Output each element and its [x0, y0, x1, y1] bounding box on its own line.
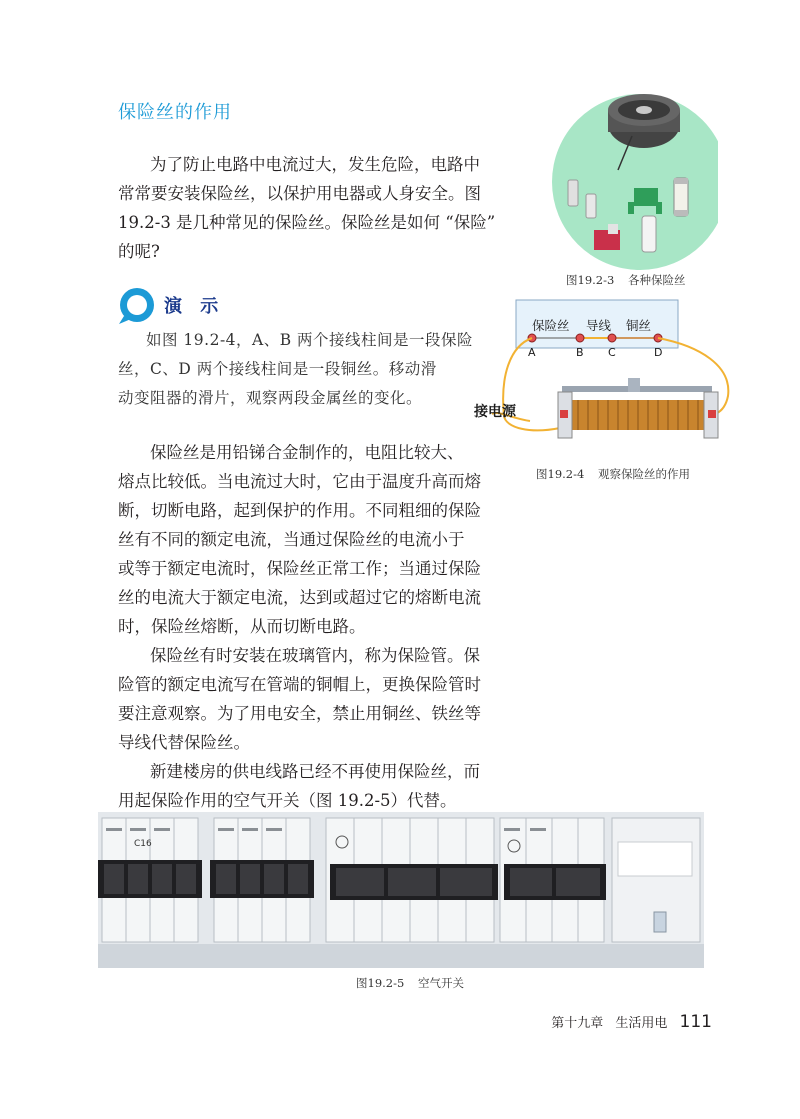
- breaker-panel: [98, 812, 704, 968]
- text-line: 19.2-3 是几种常见的保险丝。保险丝是如何 “保险”: [118, 213, 496, 232]
- text-line: 险管的额定电流写在管端的铜帽上，更换保险管时: [118, 675, 481, 694]
- power-label: 接电源: [474, 404, 516, 420]
- page-number: 111: [679, 1012, 712, 1032]
- caption-number: 图19.2-5: [356, 976, 405, 990]
- figure-fuses: [548, 84, 718, 274]
- text-line: 导线代替保险丝。: [118, 733, 250, 752]
- demo-label: 演 示: [164, 296, 225, 317]
- text-line: 用起保险作用的空气开关（图 19.2-5）代替。: [118, 791, 457, 810]
- chapter-title: 生活用电: [615, 1016, 668, 1031]
- chapter-number: 第十九章: [551, 1016, 604, 1031]
- section-title: 保险丝的作用: [118, 102, 232, 123]
- text-line: 丝，C、D 两个接线柱间是一段铜丝。移动滑: [118, 360, 437, 378]
- intro-paragraph: [118, 150, 518, 266]
- caption-number: 图19.2-3: [566, 273, 615, 287]
- label-copper: 铜丝: [626, 318, 652, 333]
- text-line: 如图 19.2-4，A、B 两个接线柱间是一段保险: [146, 331, 474, 349]
- terminal-d: D: [654, 346, 663, 359]
- caption-text: 空气开关: [417, 976, 464, 990]
- text-line: 丝有不同的额定电流，当通过保险丝的电流小于: [118, 530, 465, 549]
- figure-caption: [356, 975, 464, 991]
- label-wire: 导线: [586, 318, 612, 333]
- page-footer: [551, 1012, 712, 1032]
- terminal-b: B: [576, 346, 584, 359]
- figure-caption: [536, 466, 690, 482]
- text-line: 丝的电流大于额定电流，达到或超过它的熔断电流: [118, 588, 481, 607]
- demo-speech-icon: [116, 286, 158, 326]
- text-line: 熔点比较低。当电流过大时，它由于温度升高而熔: [118, 472, 481, 491]
- body-text: [118, 438, 528, 815]
- label-fuse: 保险丝: [532, 318, 570, 333]
- terminal-a: A: [528, 346, 536, 359]
- figure-caption: [566, 272, 685, 288]
- demo-paragraph: [118, 326, 498, 413]
- circuit-illustration: [470, 296, 740, 456]
- text-line: 为了防止电路中电流过大，发生危险，电路中: [150, 155, 480, 174]
- text-line: 保险丝有时安装在玻璃管内，称为保险管。保: [150, 646, 480, 665]
- text-line: 新建楼房的供电线路已经不再使用保险丝，而: [150, 762, 480, 781]
- caption-number: 图19.2-4: [536, 467, 585, 481]
- terminal-c: C: [608, 346, 616, 359]
- caption-text: 各种保险丝: [627, 273, 686, 287]
- figure-air-switches: [98, 812, 704, 968]
- text-line: 要注意观察。为了用电安全，禁止用铜丝、铁丝等: [118, 704, 481, 723]
- text-line: 的呢?: [118, 242, 160, 261]
- caption-text: 观察保险丝的作用: [597, 467, 690, 481]
- text-line: 或等于额定电流时，保险丝正常工作；当通过保险: [118, 559, 481, 578]
- text-line: 保险丝是用铅锑合金制作的，电阻比较大、: [150, 443, 464, 462]
- demo-heading: [116, 286, 316, 326]
- text-line: 时，保险丝熔断，从而切断电路。: [118, 617, 366, 636]
- text-line: 动变阻器的滑片，观察两段金属丝的变化。: [118, 389, 423, 407]
- breaker-rating: C16: [134, 839, 152, 849]
- text-line: 常常要安装保险丝，以保护用电器或人身安全。图: [118, 184, 481, 203]
- figure-circuit: [470, 296, 740, 456]
- text-line: 断，切断电路，起到保护的作用。不同粗细的保险: [118, 501, 481, 520]
- fuses-illustration: [548, 84, 718, 274]
